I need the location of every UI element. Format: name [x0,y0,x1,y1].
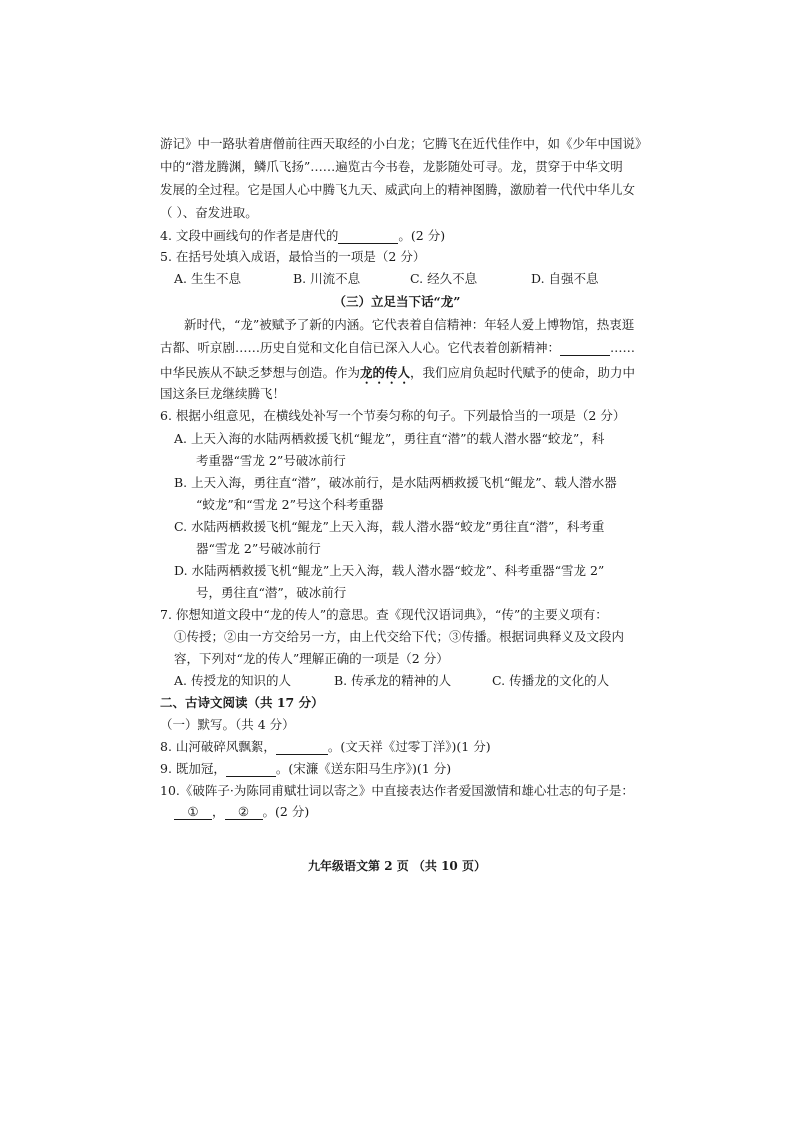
section-2-subtitle: （一）默写。（共 4 分） [160,717,295,732]
q8-answer-blank [276,741,328,755]
section-3-line-3 [160,365,635,387]
q6-option-a-line-2: 考重器“雪龙 2”号破冰前行 [196,453,346,468]
section-3-line-2-ellipsis: …… [610,340,636,355]
question-10-stem: 10.《破阵子·为陈同甫赋壮词以寄之》中直接表达作者爱国激情和雄心壮志的句子是： [160,783,634,798]
q9-source: 。(宋濂《送东阳马生序》)(1 分) [275,761,452,776]
q7-option-a: A. 传授龙的知识的人 [174,673,291,688]
question-6-stem: 6. 根据小组意见，在横线处补写一个节奏匀称的句子。下列最恰当的一项是（2 分） [160,408,626,423]
q4-text: 4. 文段中画线句的作者是唐代的 [160,228,339,243]
question-7-line-2: ①传授；②由一方交给另一方，由上代交给下代；③传播。根据词典释义及文段内 [174,629,625,644]
q10-blank-2: ② [225,806,263,820]
passage-line-4: （ ）、奋发进取。 [160,205,258,220]
section-3-line-1: 新时代，“龙”被赋予了新的内涵。它代表着自信精神：年轻人爱上博物馆，热衷逛 [184,317,635,332]
section-3-line-4: 国这条巨龙继续腾飞！ [160,386,286,401]
question-7-line-3: 容，下列对“龙的传人”理解正确的一项是（2 分） [174,651,449,666]
q10-separator: ， [212,804,225,819]
q9-answer-blank [226,763,276,777]
q6-option-b-line-1: B. 上天入海，勇往直“潜”，破冰前行，是水陆两栖救援飞机“鲲龙”、载人潜水器 [174,475,617,490]
section-3-answer-blank [560,342,610,356]
q4-score: 。(2 分) [398,228,446,243]
q6-option-a-line-1: A. 上天入海的水陆两栖救援飞机“鲲龙”，勇往直“潜”的载人潜水器“蛟龙”，科 [174,431,605,446]
q4-answer-blank [338,230,398,244]
q10-score: 。(2 分) [262,804,310,819]
section-3-line-3-end: ，我们应肩负起时代赋予的使命，助力中 [410,365,636,380]
q5-option-d: D. 自强不息 [531,271,599,286]
q6-option-c-line-1: C. 水陆两栖救援飞机“鲲龙”上天入海，载人潜水器“蛟龙”勇往直“潜”，科考重 [174,519,605,534]
question-7-line-1: 7. 你想知道文段中“龙的传人”的意思。查《现代汉语词典》，“传”的主要义项有： [160,607,608,622]
section-3-line-3-start: 中华民族从不缺乏梦想与创造。作为 [160,365,361,380]
q7-option-b: B. 传承龙的精神的人 [334,673,452,688]
question-8 [160,741,491,755]
emphasized-phrase: 龙的传人 [360,365,411,380]
section-3-line-2 [160,342,635,356]
q6-option-b-line-2: “蛟龙”和“雪龙 2”号这个科考重器 [196,497,384,512]
q6-option-d-line-1: D. 水陆两栖救援飞机“鲲龙”上天入海，载人潜水器“蛟龙”、科考重器“雪龙 2” [174,563,605,578]
q5-option-a: A. 生生不息 [174,271,241,286]
q7-option-c: C. 传播龙的文化的人 [492,673,610,688]
q6-option-c-line-2: 器“雪龙 2”号破冰前行 [196,541,321,556]
q8-text: 8. 山河破碎风飘絮， [160,739,276,754]
passage-line-1: 游记》中一路驮着唐僧前往西天取经的小白龙；它腾飞在近代佳作中，如《少年中国说》 [160,136,648,151]
question-9 [160,763,451,777]
section-3-line-2-text: 古都、听京剧……历史自觉和文化自信已深入人心。它代表着创新精神： [160,340,561,355]
page-footer: 九年级语文第 2 页 （共 10 页） [308,859,486,873]
question-4 [160,230,445,244]
question-10-answers [174,806,309,820]
q5-option-b: B. 川流不息 [293,271,361,286]
q5-option-c: C. 经久不息 [410,271,478,286]
section-3-title: （三）立足当下话“龙” [333,294,461,309]
section-2-title: 二、古诗文阅读（共 17 分） [160,695,324,710]
q9-text: 9. 既加冠， [160,761,226,776]
q8-source: 。(文天祥《过零丁洋》)(1 分) [327,739,491,754]
question-5-stem: 5. 在括号处填入成语，最恰当的一项是（2 分） [160,249,426,264]
q6-option-d-line-2: 号，勇往直“潜”，破冰前行 [196,585,347,600]
q10-blank-1: ① [174,806,212,820]
passage-line-3: 发展的全过程。它是国人心中腾飞九天、威武向上的精神图腾，激励着一代代中华儿女 [160,182,636,197]
passage-line-2: 中的“潜龙腾渊，鳞爪飞扬”……遍览古今书卷，龙影随处可寻。龙，贯穿于中华文明 [160,159,623,174]
